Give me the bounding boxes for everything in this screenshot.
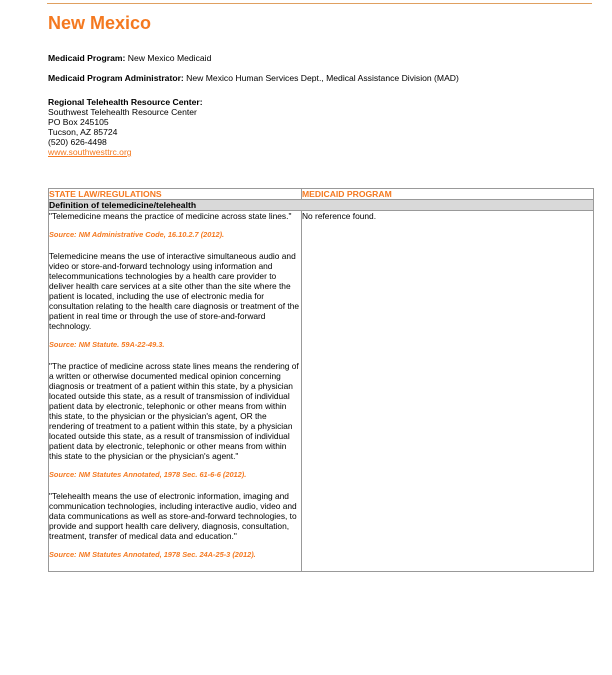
law-cell — [49, 211, 302, 572]
section-header: Definition of telemedicine/telehealth — [49, 200, 594, 211]
administrator-label: Medicaid Program Administrator: — [48, 73, 184, 83]
medicaid-program-value: New Mexico Medicaid — [127, 53, 212, 63]
page-title: New Mexico — [48, 13, 152, 33]
column-header-law: STATE LAW/REGULATIONS — [49, 189, 302, 200]
administrator-line — [48, 73, 459, 83]
resource-center-block — [48, 97, 203, 157]
law-source: Source: NM Statute. 59A-22-49.3. — [49, 340, 165, 349]
law-text: Telemedicine means the use of interactive simultaneous audio and video or store-and-forward technology using information and telecommunications technologies by a health care provider to deliver health care services at a site other than the site where the patient is located, including the use of electronic media for consultation relating to the health care diagnosis or treatment of the patient in real time or through the use of store-and-forward technology. — [49, 251, 300, 331]
telehealth-table — [48, 188, 594, 572]
law-text: "Telemedicine means the practice of medicine across state lines." — [49, 211, 292, 221]
medicaid-program-line — [48, 53, 211, 63]
resource-center-link[interactable]: www.southwesttrc.org — [48, 147, 132, 157]
top-rule — [47, 3, 592, 4]
resource-center-pobox: PO Box 245105 — [48, 117, 109, 127]
resource-center-name: Southwest Telehealth Resource Center — [48, 107, 197, 117]
resource-center-label: Regional Telehealth Resource Center: — [48, 97, 203, 107]
medicaid-program-label: Medicaid Program: — [48, 53, 126, 63]
medicaid-text: No reference found. — [302, 211, 377, 221]
medicaid-cell — [302, 211, 594, 572]
column-header-medicaid: MEDICAID PROGRAM — [302, 189, 594, 200]
law-source: Source: NM Statutes Annotated, 1978 Sec. 61-6-6 (2012). — [49, 470, 247, 479]
law-text: "Telehealth means the use of electronic information, imaging and communication technologies, including interactive audio, video and data communications as well as store-and-forward technologies, to provide and support health care delivery, diagnosis, consultation, treatment, transfer of medical data and education." — [49, 491, 297, 541]
resource-center-city: Tucson, AZ 85724 — [48, 127, 118, 137]
law-source: Source: NM Statutes Annotated, 1978 Sec. 24A-25-3 (2012). — [49, 550, 256, 559]
resource-center-phone: (520) 626-4498 — [48, 137, 107, 147]
law-source: Source: NM Administrative Code, 16.10.2.7 (2012). — [49, 230, 225, 239]
law-text: "The practice of medicine across state lines means the rendering of a written or otherwise documented medical opinion concerning diagnosis or treatment of a patient within this state, by a physician located outside this state, as a result of transmission of individual patient data by electronic, telephonic or other means from within this state, to the physician or the physician's agent, OR the rendering of treatment to a patient within this state, by a physician located outside this state, as a result of transmission of individual patient data by electronic, telephonic or other means from within this state to the physician or the physician's agent." — [49, 361, 299, 461]
administrator-value: New Mexico Human Services Dept., Medical Assistance Division (MAD) — [186, 73, 459, 83]
